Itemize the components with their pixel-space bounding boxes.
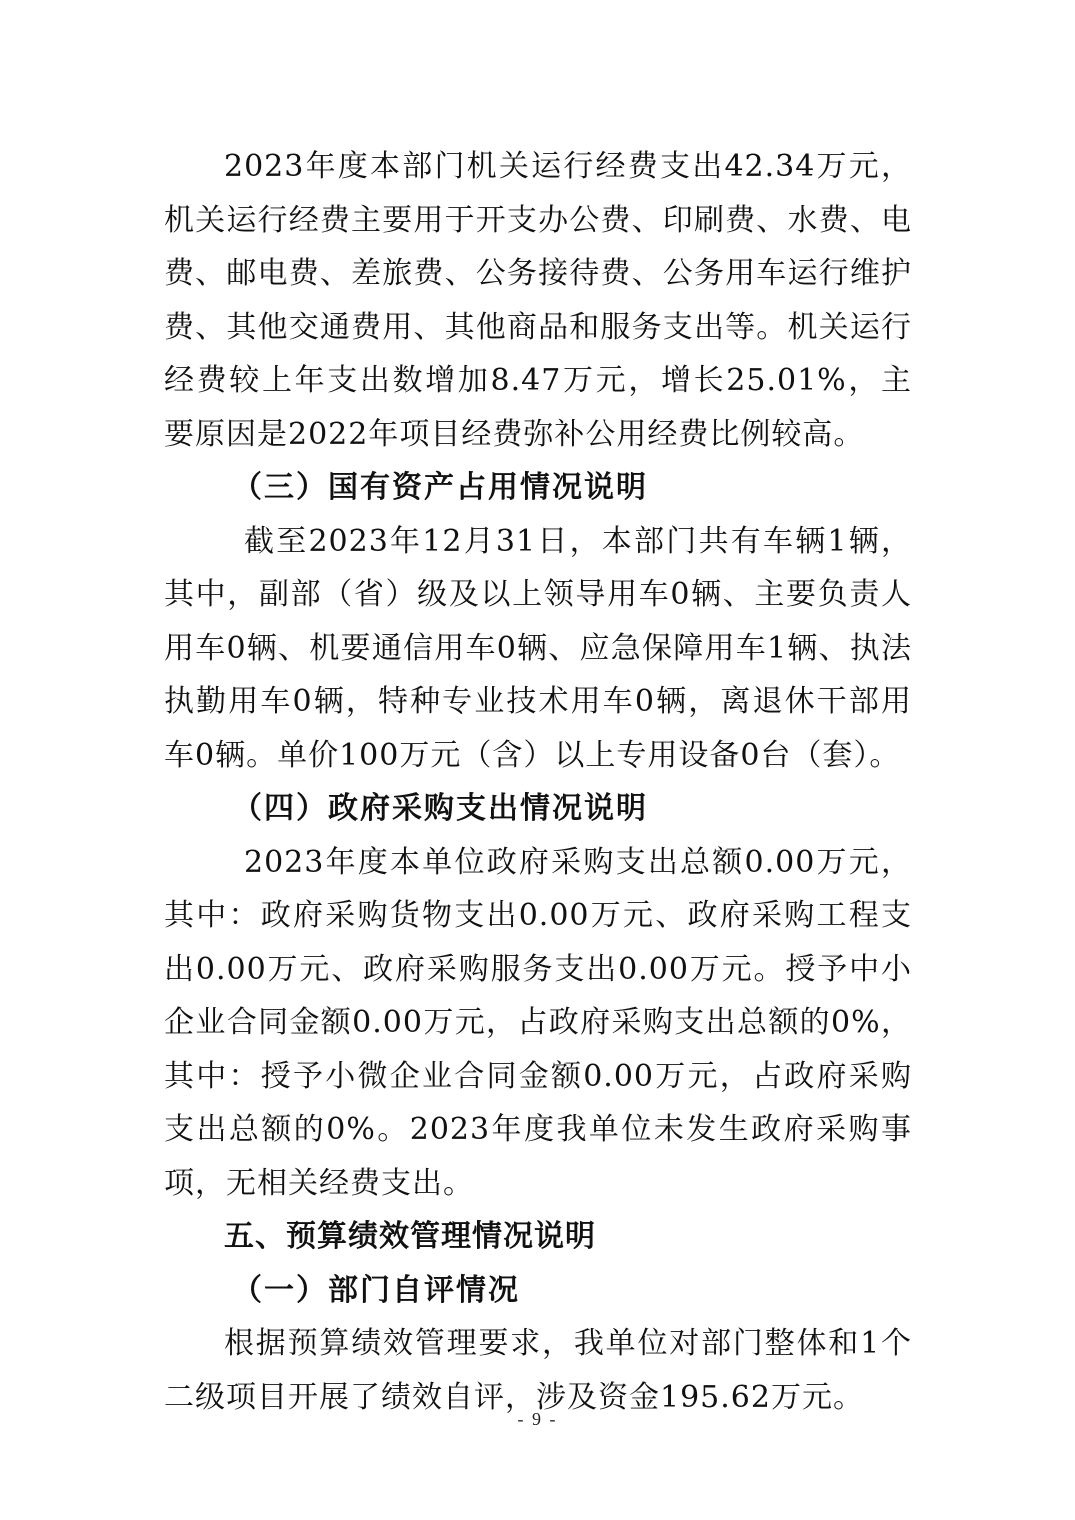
paragraph-operating-expenses: 2023年度本部门机关运行经费支出42.34万元，机关运行经费主要用于开支办公费、印刷费、水费、电费、邮电费、差旅费、公务接待费、公务用车运行维护费、其他交通费用、其他商品和服务支出等。机关运行经费较上年支出数增加8.47万元，增长25.01%，主要原因是2022年项目经费弥补公用经费比例较高。 — [164, 149, 912, 452]
section-heading-self-evaluation: （一）部门自评情况 — [232, 1272, 520, 1308]
section-heading-procurement: （四）政府采购支出情况说明 — [232, 791, 648, 826]
chapter-heading-performance: 五、预算绩效管理情况说明 — [224, 1219, 596, 1254]
paragraph-self-evaluation: 根据预算绩效管理要求，我单位对部门整体和1个二级项目开展了绩效自评，涉及资金195.62万元。 — [164, 1326, 912, 1415]
page-number: - 9 - — [517, 1409, 558, 1429]
section-heading-state-assets: （三）国有资产占用情况说明 — [232, 470, 648, 505]
paragraph-state-assets: 截至2023年12月31日，本部门共有车辆1辆，其中，副部（省）级及以上领导用车0辆、主要负责人用车0辆、机要通信用车0辆、应急保障用车1辆、执法执勤用车0辆，特种专业技术用车0辆，离退休干部用车0辆。单价100万元（含）以上专用设备0台（套）。 — [164, 523, 912, 773]
document-body — [164, 140, 912, 1424]
paragraph-procurement: 2023年度本单位政府采购支出总额0.00万元，其中：政府采购货物支出0.00万元、政府采购工程支出0.00万元、政府采购服务支出0.00万元。授予中小企业合同金额0.00万元，占政府采购支出总额的0%，其中：授予小微企业合同金额0.00万元，占政府采购支出总额的0%。2023年度我单位未发生政府采购事项，无相关经费支出。 — [164, 844, 912, 1201]
